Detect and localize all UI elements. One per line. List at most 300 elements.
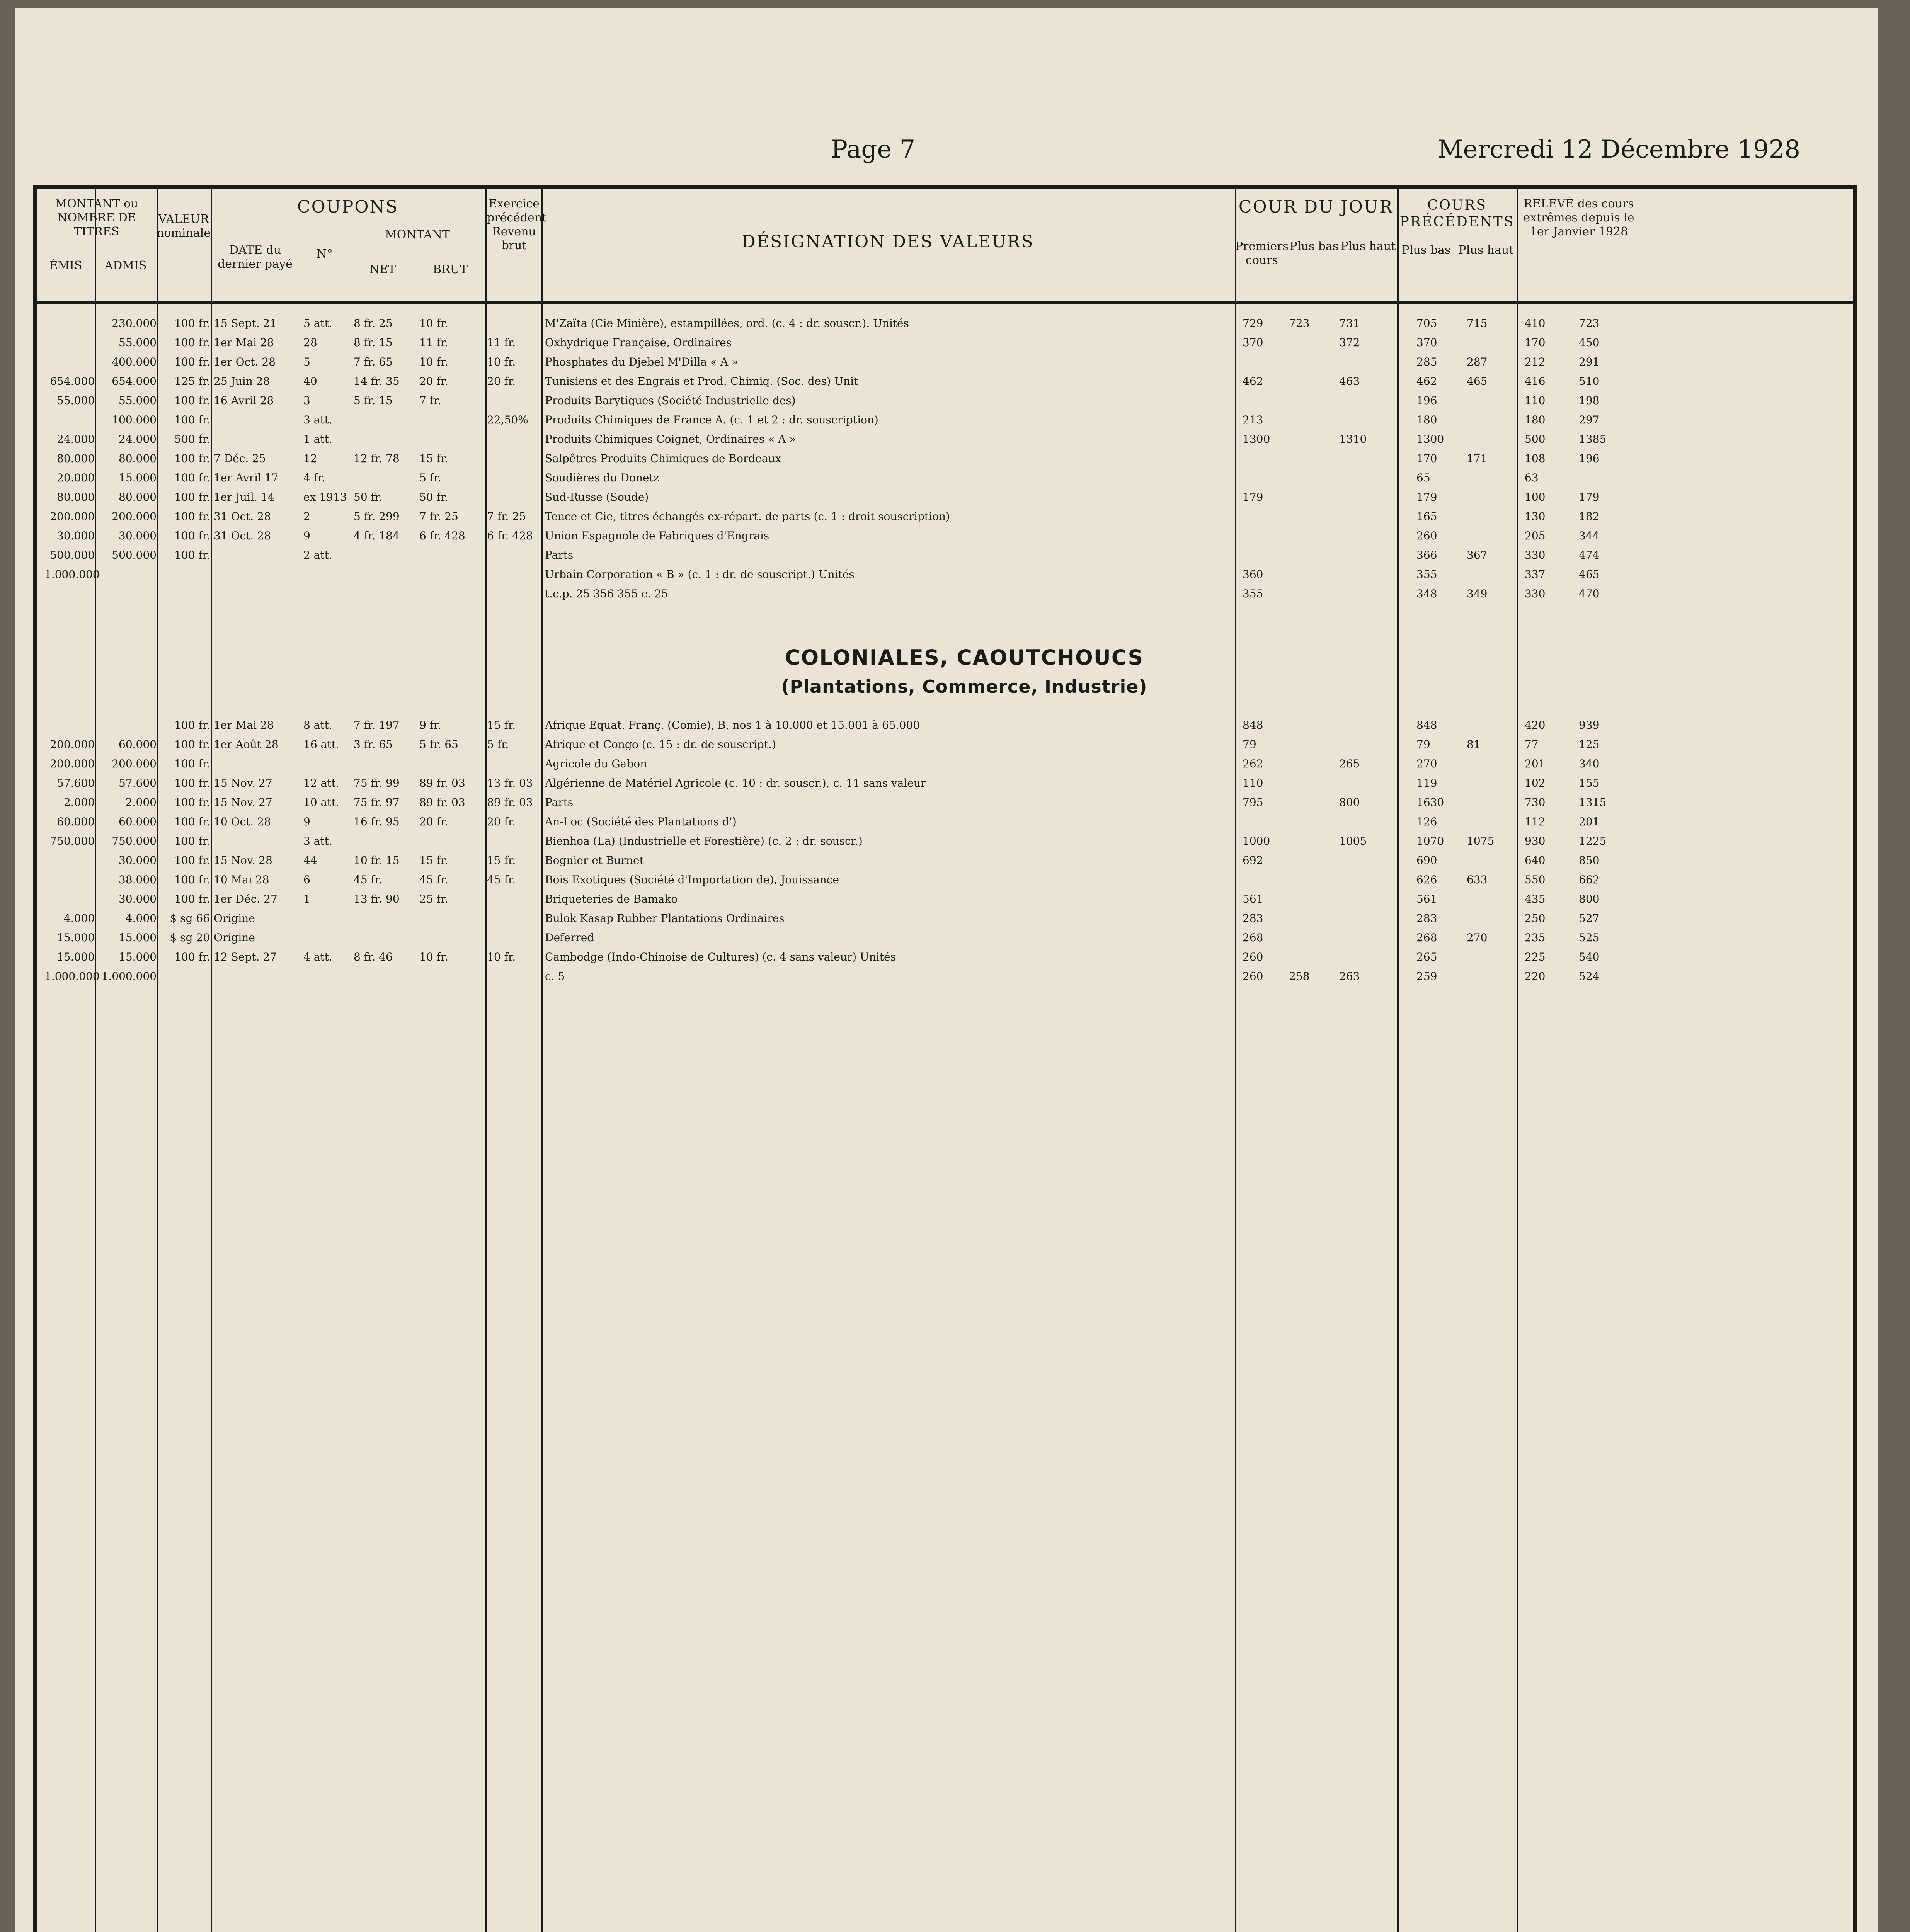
cell-p5: 270 <box>1467 931 1488 944</box>
cell-des: c. 5 <box>545 970 565 983</box>
cell-exe: 45 fr. <box>487 873 516 886</box>
cell-p7: 201 <box>1579 815 1600 828</box>
cell-exe: 10 fr. <box>487 951 516 963</box>
cell-da: 15 Sept. 21 <box>214 317 277 330</box>
cell-em: 80.000 <box>57 491 95 503</box>
cell-net: 8 fr. 25 <box>354 317 393 330</box>
cell-ad: 15.000 <box>119 931 157 944</box>
table-row <box>37 738 1853 752</box>
cell-des: Soudières du Donetz <box>545 471 659 484</box>
header-montant: MONTANT ou NOMBRE DE TITRES <box>55 197 138 238</box>
cell-p4: 270 <box>1416 757 1437 770</box>
cell-p1: 561 <box>1243 893 1263 905</box>
cell-net: 45 fr. <box>354 873 383 886</box>
cell-p6: 435 <box>1525 893 1546 905</box>
cell-ad: 55.000 <box>119 336 157 349</box>
cell-net: 75 fr. 99 <box>354 777 400 789</box>
cell-p4: 65 <box>1416 471 1430 484</box>
cell-des: M'Zaïta (Cie Minière), estampillées, ord. (c. 4 : dr. souscr.). Unités <box>545 317 909 330</box>
cell-p5: 349 <box>1467 587 1488 600</box>
cell-p1: 179 <box>1243 491 1263 503</box>
table-row <box>37 433 1853 447</box>
cell-net: 5 fr. 299 <box>354 510 400 523</box>
cell-p3: 1005 <box>1339 835 1367 847</box>
cell-va: 100 fr. <box>174 873 210 886</box>
cell-ad: 1.000.000 <box>101 970 157 983</box>
cell-va: 100 fr. <box>174 317 210 330</box>
cell-des: Cambodge (Indo-Chinoise de Cultures) (c. 4 sans valeur) Unités <box>545 951 896 963</box>
cell-p5: 81 <box>1467 738 1481 751</box>
cell-em: 4.000 <box>63 912 95 925</box>
cell-bru: 89 fr. 03 <box>419 777 465 789</box>
cell-p6: 500 <box>1525 433 1546 446</box>
cell-p1: 729 <box>1243 317 1263 330</box>
cell-p5: 715 <box>1467 317 1488 330</box>
cell-des: Salpêtres Produits Chimiques de Bordeaux <box>545 452 781 465</box>
cell-exe: 7 fr. 25 <box>487 510 526 523</box>
cell-va: $ sg 20 <box>170 931 210 944</box>
cell-no: 8 att. <box>303 719 332 731</box>
cell-p7: 297 <box>1579 413 1600 426</box>
page-number: Page 7 <box>831 135 916 164</box>
cell-p4: 285 <box>1416 355 1437 368</box>
cell-p1: 110 <box>1243 777 1263 789</box>
cell-va: 100 fr. <box>174 854 210 867</box>
cell-da: 10 Oct. 28 <box>214 815 271 828</box>
cell-da: 7 Déc. 25 <box>214 452 266 465</box>
cell-p7: 198 <box>1579 394 1600 407</box>
cell-p6: 640 <box>1525 854 1546 867</box>
cell-p4: 626 <box>1416 873 1437 886</box>
cell-des: Sud-Russe (Soude) <box>545 491 649 503</box>
cell-p2: 258 <box>1289 970 1310 983</box>
table-row <box>37 854 1853 868</box>
cell-p5: 465 <box>1467 375 1488 388</box>
cell-net: 14 fr. 35 <box>354 375 400 388</box>
cell-p4: 561 <box>1416 893 1437 905</box>
table-row <box>37 815 1853 829</box>
cell-p7: 1315 <box>1579 796 1607 809</box>
cell-p7: 723 <box>1579 317 1600 330</box>
cell-p1: 260 <box>1243 970 1263 983</box>
cell-net: 7 fr. 197 <box>354 719 400 731</box>
header-montant-coupon: MONTANT <box>385 228 450 242</box>
cell-p2: 723 <box>1289 317 1310 330</box>
cell-p4: 119 <box>1416 777 1437 789</box>
cell-p6: 100 <box>1525 491 1546 503</box>
cell-bru: 45 fr. <box>419 873 448 886</box>
section-title-coloniales: COLONIALES, CAOUTCHOUCS <box>785 645 1144 670</box>
cell-des: Produits Chimiques Coignet, Ordinaires « A » <box>545 433 796 446</box>
cell-des: Union Espagnole de Fabriques d'Engrais <box>545 529 769 542</box>
cell-p7: 474 <box>1579 549 1600 561</box>
cell-ad: 30.000 <box>119 854 157 867</box>
cell-p7: 510 <box>1579 375 1600 388</box>
cell-no: 40 <box>303 375 317 388</box>
cell-em: 1.000.000 <box>44 970 100 983</box>
cell-em: 500.000 <box>50 549 95 561</box>
cell-p6: 416 <box>1525 375 1546 388</box>
cell-em: 200.000 <box>50 510 95 523</box>
cell-p7: 182 <box>1579 510 1600 523</box>
header-numero: N° <box>317 247 333 261</box>
cell-va: 100 fr. <box>174 719 210 731</box>
cell-da: 1er Déc. 27 <box>214 893 277 905</box>
cell-bru: 11 fr. <box>419 336 448 349</box>
cell-p6: 108 <box>1525 452 1546 465</box>
cell-em: 30.000 <box>57 529 95 542</box>
cell-no: 3 att. <box>303 835 332 847</box>
cell-ad: 38.000 <box>119 873 157 886</box>
cell-no: 10 att. <box>303 796 339 809</box>
cell-ad: 15.000 <box>119 951 157 963</box>
cell-ad: 30.000 <box>119 893 157 905</box>
cell-em: 15.000 <box>57 951 95 963</box>
cell-em: 1.000.000 <box>44 568 100 581</box>
cell-bru: 7 fr. <box>419 394 441 407</box>
cell-des: Bognier et Burnet <box>545 854 644 867</box>
cell-em: 57.600 <box>57 777 95 789</box>
header-plus-bas: Plus bas <box>1289 240 1339 253</box>
cell-p4: 848 <box>1416 719 1437 731</box>
cell-da: 25 Juin 28 <box>214 375 270 388</box>
cell-no: 12 att. <box>303 777 339 789</box>
cell-p4: 1070 <box>1416 835 1444 847</box>
cell-p3: 463 <box>1339 375 1360 388</box>
table-row <box>37 912 1853 926</box>
cell-p7: 939 <box>1579 719 1600 731</box>
cell-net: 5 fr. 15 <box>354 394 393 407</box>
cell-da: 15 Nov. 28 <box>214 854 272 867</box>
cell-p4: 196 <box>1416 394 1437 407</box>
cell-va: 100 fr. <box>174 951 210 963</box>
cell-va: 100 fr. <box>174 510 210 523</box>
section-subtitle-coloniales: (Plantations, Commerce, Industrie) <box>781 676 1147 697</box>
cell-p7: 291 <box>1579 355 1600 368</box>
table-row <box>37 796 1853 810</box>
table-row <box>37 835 1853 849</box>
header-coupons: COUPONS <box>297 197 399 217</box>
cell-p4: 355 <box>1416 568 1437 581</box>
cell-va: 100 fr. <box>174 394 210 407</box>
cell-des: Produits Barytiques (Société Industrielle des) <box>545 394 796 407</box>
cell-em: 24.000 <box>57 433 95 446</box>
header-prec-bas: Plus bas <box>1401 243 1451 257</box>
cell-p4: 165 <box>1416 510 1437 523</box>
cell-bru: 20 fr. <box>419 375 448 388</box>
table-row <box>37 587 1853 601</box>
cell-no: 12 <box>303 452 317 465</box>
cell-p1: 692 <box>1243 854 1263 867</box>
cell-no: 9 <box>303 815 310 828</box>
cell-ad: 15.000 <box>119 471 157 484</box>
cell-p6: 337 <box>1525 568 1546 581</box>
issue-date: Mercredi 12 Décembre 1928 <box>1438 135 1801 164</box>
table-row <box>37 336 1853 350</box>
cell-des: Algérienne de Matériel Agricole (c. 10 : dr. souscr.), c. 11 sans valeur <box>545 777 926 789</box>
cell-exe: 20 fr. <box>487 815 516 828</box>
cell-va: 100 fr. <box>174 529 210 542</box>
cell-des: An-Loc (Société des Plantations d') <box>545 815 737 828</box>
cell-net: 7 fr. 65 <box>354 355 393 368</box>
cell-no: 44 <box>303 854 317 867</box>
cell-p1: 355 <box>1243 587 1263 600</box>
cell-p1: 260 <box>1243 951 1263 963</box>
cell-exe: 15 fr. <box>487 719 516 731</box>
cell-ad: 24.000 <box>119 433 157 446</box>
cell-p7: 125 <box>1579 738 1600 751</box>
table-header <box>37 189 1853 304</box>
cell-p6: 225 <box>1525 951 1546 963</box>
cell-p1: 848 <box>1243 719 1263 731</box>
cell-va: 100 fr. <box>174 757 210 770</box>
cell-net: 13 fr. 90 <box>354 893 400 905</box>
cell-ad: 80.000 <box>119 452 157 465</box>
cell-p7: 527 <box>1579 912 1600 925</box>
cell-net: 75 fr. 97 <box>354 796 400 809</box>
table-row <box>37 375 1853 389</box>
cell-bru: 89 fr. 03 <box>419 796 465 809</box>
cell-ad: 200.000 <box>112 757 157 770</box>
cell-ad: 4.000 <box>125 912 157 925</box>
cell-ad: 230.000 <box>112 317 157 330</box>
cell-net: 4 fr. 184 <box>354 529 400 542</box>
cell-p3: 263 <box>1339 970 1360 983</box>
cell-ad: 400.000 <box>112 355 157 368</box>
table-row <box>37 491 1853 505</box>
cell-bru: 6 fr. 428 <box>419 529 465 542</box>
cell-no: 28 <box>303 336 317 349</box>
cell-ad: 2.000 <box>125 796 157 809</box>
cell-p4: 180 <box>1416 413 1437 426</box>
cell-p4: 705 <box>1416 317 1437 330</box>
table-row <box>37 529 1853 543</box>
cell-p5: 1075 <box>1467 835 1495 847</box>
cell-p5: 633 <box>1467 873 1488 886</box>
header-emis: ÉMIS <box>49 259 82 272</box>
cell-des: Tunisiens et des Engrais et Prod. Chimiq. (Soc. des) Unit <box>545 375 858 388</box>
header-prec-haut: Plus haut <box>1458 243 1514 257</box>
cell-da: Origine <box>214 931 255 944</box>
table-row <box>37 355 1853 369</box>
cell-net: 16 fr. 95 <box>354 815 400 828</box>
cell-p7: 540 <box>1579 951 1600 963</box>
cell-bru: 10 fr. <box>419 951 448 963</box>
cell-des: Tence et Cie, titres échangés ex-répart. de parts (c. 1 : droit souscription) <box>545 510 950 523</box>
cell-da: 31 Oct. 28 <box>214 510 271 523</box>
cell-p7: 525 <box>1579 931 1600 944</box>
cell-ad: 100.000 <box>112 413 157 426</box>
cell-bru: 10 fr. <box>419 317 448 330</box>
cell-p7: 470 <box>1579 587 1600 600</box>
cell-no: 1 att. <box>303 433 332 446</box>
cell-da: 1er Avril 17 <box>214 471 279 484</box>
table-row <box>37 549 1853 563</box>
cell-p6: 420 <box>1525 719 1546 731</box>
header-admis: ADMIS <box>104 259 147 272</box>
cell-va: 100 fr. <box>174 471 210 484</box>
cell-bru: 5 fr. 65 <box>419 738 458 751</box>
cell-p7: 196 <box>1579 452 1600 465</box>
cell-p4: 348 <box>1416 587 1437 600</box>
cell-p3: 731 <box>1339 317 1360 330</box>
cell-da: 1er Août 28 <box>214 738 279 751</box>
cell-p3: 265 <box>1339 757 1360 770</box>
cell-des: Oxhydrique Française, Ordinaires <box>545 336 732 349</box>
cell-net: 8 fr. 15 <box>354 336 393 349</box>
cell-ad: 654.000 <box>112 375 157 388</box>
cell-no: 1 <box>303 893 310 905</box>
cell-em: 200.000 <box>50 738 95 751</box>
cell-va: 100 fr. <box>174 835 210 847</box>
cell-ad: 500.000 <box>112 549 157 561</box>
cell-p3: 372 <box>1339 336 1360 349</box>
cell-p6: 220 <box>1525 970 1546 983</box>
cell-p4: 268 <box>1416 931 1437 944</box>
cell-p1: 262 <box>1243 757 1263 770</box>
cell-va: 100 fr. <box>174 777 210 789</box>
cell-ad: 60.000 <box>119 738 157 751</box>
cell-no: 5 att. <box>303 317 332 330</box>
cell-bru: 5 fr. <box>419 471 441 484</box>
cell-no: 5 <box>303 355 310 368</box>
cell-p7: 1225 <box>1579 835 1607 847</box>
cell-va: 100 fr. <box>174 336 210 349</box>
quotation-table <box>33 185 1857 1932</box>
cell-p6: 205 <box>1525 529 1546 542</box>
cell-net: 3 fr. 65 <box>354 738 393 751</box>
cell-p1: 283 <box>1243 912 1263 925</box>
cell-va: 125 fr. <box>174 375 210 388</box>
cell-bru: 20 fr. <box>419 815 448 828</box>
cell-da: Origine <box>214 912 255 925</box>
table-row <box>37 893 1853 906</box>
cell-p4: 1630 <box>1416 796 1444 809</box>
cell-no: 4 fr. <box>303 471 325 484</box>
cell-da: 1er Mai 28 <box>214 719 274 731</box>
cell-p5: 367 <box>1467 549 1488 561</box>
cell-ad: 57.600 <box>119 777 157 789</box>
header-plus-haut: Plus haut <box>1340 240 1396 253</box>
cell-em: 2.000 <box>63 796 95 809</box>
cell-em: 80.000 <box>57 452 95 465</box>
cell-des: Urbain Corporation « B » (c. 1 : dr. de souscript.) Unités <box>545 568 855 581</box>
cell-des: Produits Chimiques de France A. (c. 1 et 2 : dr. souscription) <box>545 413 878 426</box>
cell-p6: 250 <box>1525 912 1546 925</box>
table-row <box>37 719 1853 733</box>
cell-da: 1er Oct. 28 <box>214 355 276 368</box>
header-valeur: VALEUR nominale <box>157 213 211 240</box>
header-exercice: Exercice précédent Revenu brut <box>487 197 547 252</box>
cell-p7: 850 <box>1579 854 1600 867</box>
cell-exe: 13 fr. 03 <box>487 777 533 789</box>
cell-des: Parts <box>545 549 574 561</box>
cell-exe: 10 fr. <box>487 355 516 368</box>
header-net: NET <box>369 263 396 276</box>
cell-p6: 235 <box>1525 931 1546 944</box>
cell-ad: 60.000 <box>119 815 157 828</box>
cell-da: 1er Juil. 14 <box>214 491 275 503</box>
cell-no: 9 <box>303 529 310 542</box>
cell-bru: 15 fr. <box>419 452 448 465</box>
cell-va: $ sg 66 <box>170 912 210 925</box>
cell-p6: 550 <box>1525 873 1546 886</box>
cell-p3: 1310 <box>1339 433 1367 446</box>
cell-da: 15 Nov. 27 <box>214 796 272 809</box>
cell-p1: 213 <box>1243 413 1263 426</box>
cell-no: 2 att. <box>303 549 332 561</box>
cell-p1: 370 <box>1243 336 1263 349</box>
cell-da: 16 Avril 28 <box>214 394 274 407</box>
cell-des: Agricole du Gabon <box>545 757 647 770</box>
cell-ad: 80.000 <box>119 491 157 503</box>
cell-p7: 344 <box>1579 529 1600 542</box>
cell-des: Afrique Equat. Franç. (Comie), B, nos 1 à 10.000 et 15.001 à 65.000 <box>545 719 920 731</box>
cell-p6: 730 <box>1525 796 1546 809</box>
cell-exe: 15 fr. <box>487 854 516 867</box>
cell-p7: 340 <box>1579 757 1600 770</box>
cell-des: Deferred <box>545 931 594 944</box>
cell-exe: 89 fr. 03 <box>487 796 533 809</box>
cell-p1: 1300 <box>1243 433 1270 446</box>
cell-p1: 795 <box>1243 796 1263 809</box>
table-row <box>37 413 1853 427</box>
cell-no: 2 <box>303 510 310 523</box>
cell-p1: 360 <box>1243 568 1263 581</box>
cell-des: Briqueteries de Bamako <box>545 893 678 905</box>
cell-net: 12 fr. 78 <box>354 452 400 465</box>
cell-des: Afrique et Congo (c. 15 : dr. de souscript.) <box>545 738 776 751</box>
cell-p4: 179 <box>1416 491 1437 503</box>
header-designation: DÉSIGNATION DES VALEURS <box>742 232 1034 252</box>
cell-p6: 170 <box>1525 336 1546 349</box>
cell-p5: 171 <box>1467 452 1488 465</box>
cell-ad: 750.000 <box>112 835 157 847</box>
cell-p6: 102 <box>1525 777 1546 789</box>
cell-p4: 366 <box>1416 549 1437 561</box>
cell-p4: 79 <box>1416 738 1430 751</box>
cell-exe: 5 fr. <box>487 738 509 751</box>
cell-p6: 77 <box>1525 738 1539 751</box>
cell-p7: 179 <box>1579 491 1600 503</box>
cell-des: t.c.p. 25 356 355 c. 25 <box>545 587 668 600</box>
header-cours-prec: COURS PRÉCÉDENTS <box>1399 197 1515 230</box>
cell-p1: 462 <box>1243 375 1263 388</box>
cell-des: Bienhoa (La) (Industrielle et Forestière) (c. 2 : dr. souscr.) <box>545 835 863 847</box>
cell-exe: 22,50% <box>487 413 528 426</box>
cell-p4: 370 <box>1416 336 1437 349</box>
cell-p4: 690 <box>1416 854 1437 867</box>
cell-p1: 268 <box>1243 931 1263 944</box>
cell-em: 200.000 <box>50 757 95 770</box>
cell-bru: 10 fr. <box>419 355 448 368</box>
cell-p6: 930 <box>1525 835 1546 847</box>
cell-p4: 462 <box>1416 375 1437 388</box>
cell-em: 654.000 <box>50 375 95 388</box>
cell-no: 3 att. <box>303 413 332 426</box>
cell-p6: 63 <box>1525 471 1539 484</box>
table-row <box>37 931 1853 945</box>
cell-da: 12 Sept. 27 <box>214 951 277 963</box>
cell-p4: 1300 <box>1416 433 1444 446</box>
cell-p5: 287 <box>1467 355 1488 368</box>
cell-va: 100 fr. <box>174 355 210 368</box>
cell-exe: 11 fr. <box>487 336 516 349</box>
cell-p4: 170 <box>1416 452 1437 465</box>
cell-no: ex 1913 <box>303 491 347 503</box>
cell-p6: 201 <box>1525 757 1546 770</box>
header-releve: RELEVÉ des cours extrêmes depuis le 1er Janvier 1928 <box>1523 197 1634 238</box>
